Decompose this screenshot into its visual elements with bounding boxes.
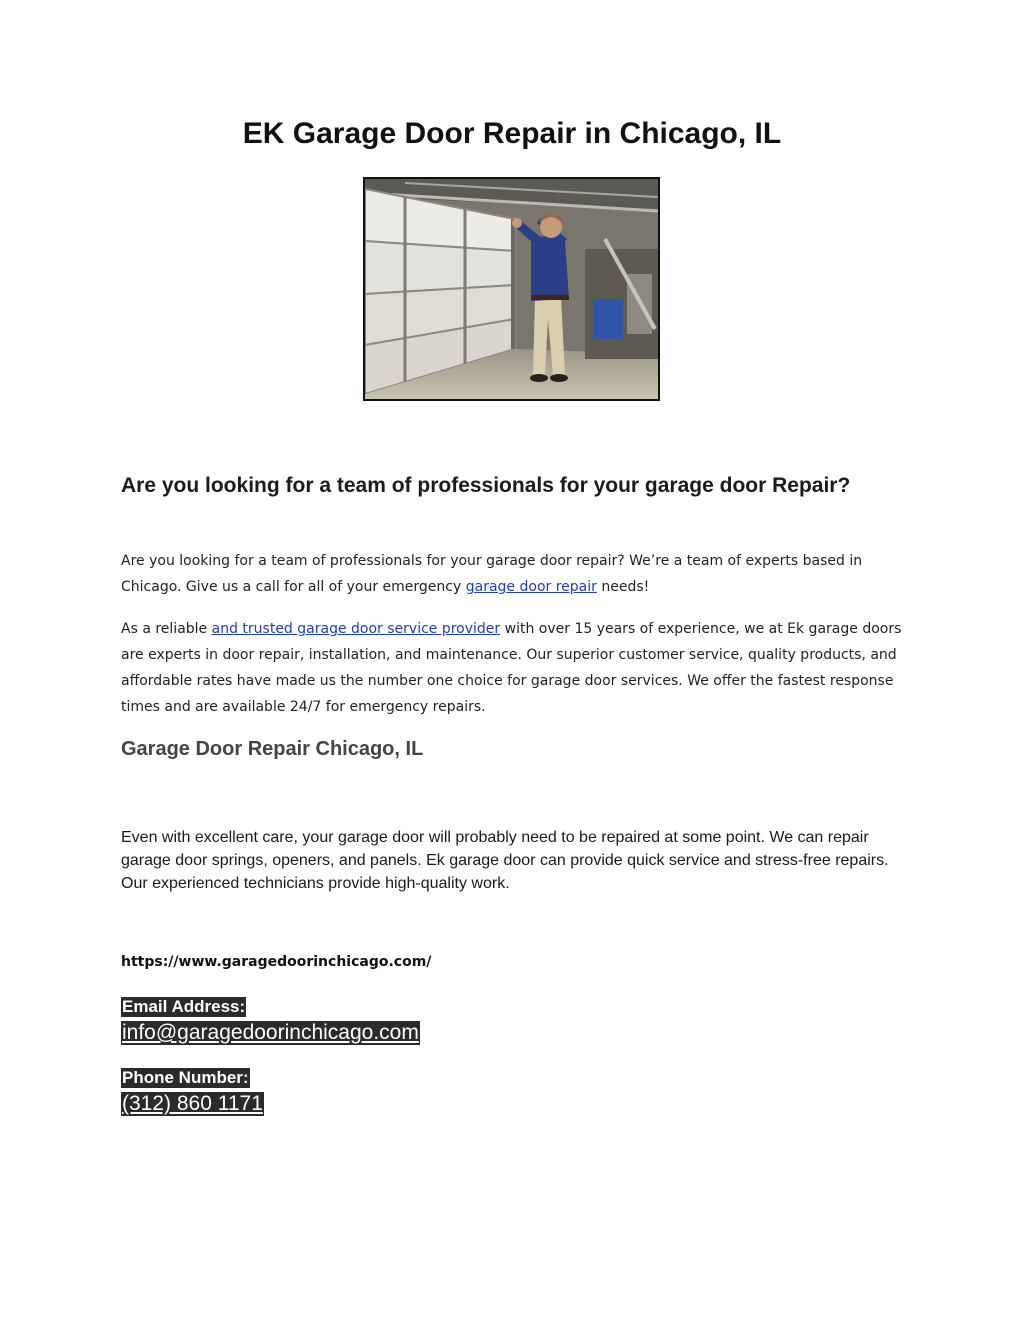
intro-text-start: Are you looking for a team of professionals for your garage door repair? We’re a team of experts based in Chicago. Give us a call for all of your emergency <box>121 553 863 595</box>
phone-link[interactable]: (312) 860 1171 <box>122 1092 263 1115</box>
technician-garage-photo <box>363 177 660 401</box>
intro-paragraph <box>121 548 911 600</box>
page-title: EK Garage Door Repair in Chicago, IL <box>242 117 782 150</box>
service-provider-link[interactable]: and trusted garage door service provider <box>211 621 501 637</box>
email-label: Email Address: <box>122 997 246 1016</box>
garage-door-repair-link[interactable]: garage door repair <box>465 579 597 595</box>
phone-label: Phone Number: <box>122 1068 249 1087</box>
technician-garage-illustration <box>365 179 658 399</box>
about-text-end: with over 15 years of experience, we at Ek garage doors are experts in door repair, installation, and maintenance. Our superior customer service, quality products, and affordable rates have made us the number one choice for garage door services. We offer the fastest response times and are available 24/7 for emergency repairs. <box>121 621 902 715</box>
about-text-start: As a reliable <box>121 621 212 637</box>
email-link[interactable]: info@garagedoorinchicago.com <box>122 1021 419 1044</box>
intro-text-end: needs! <box>596 579 650 595</box>
repair-paragraph: Even with excellent care, your garage door will probably need to be repaired at some point. We can repair garage door springs, openers, and panels. Ek garage door can provide quick service and stress-free repairs. Our experienced technicians provide high-quality work. <box>121 829 889 892</box>
subheading: Garage Door Repair Chicago, IL <box>121 738 424 760</box>
about-paragraph <box>121 616 911 720</box>
website-url[interactable]: https://www.garagedoorinchicago.com/ <box>121 954 432 970</box>
section-heading: Are you looking for a team of professionals for your garage door Repair? <box>121 474 851 497</box>
